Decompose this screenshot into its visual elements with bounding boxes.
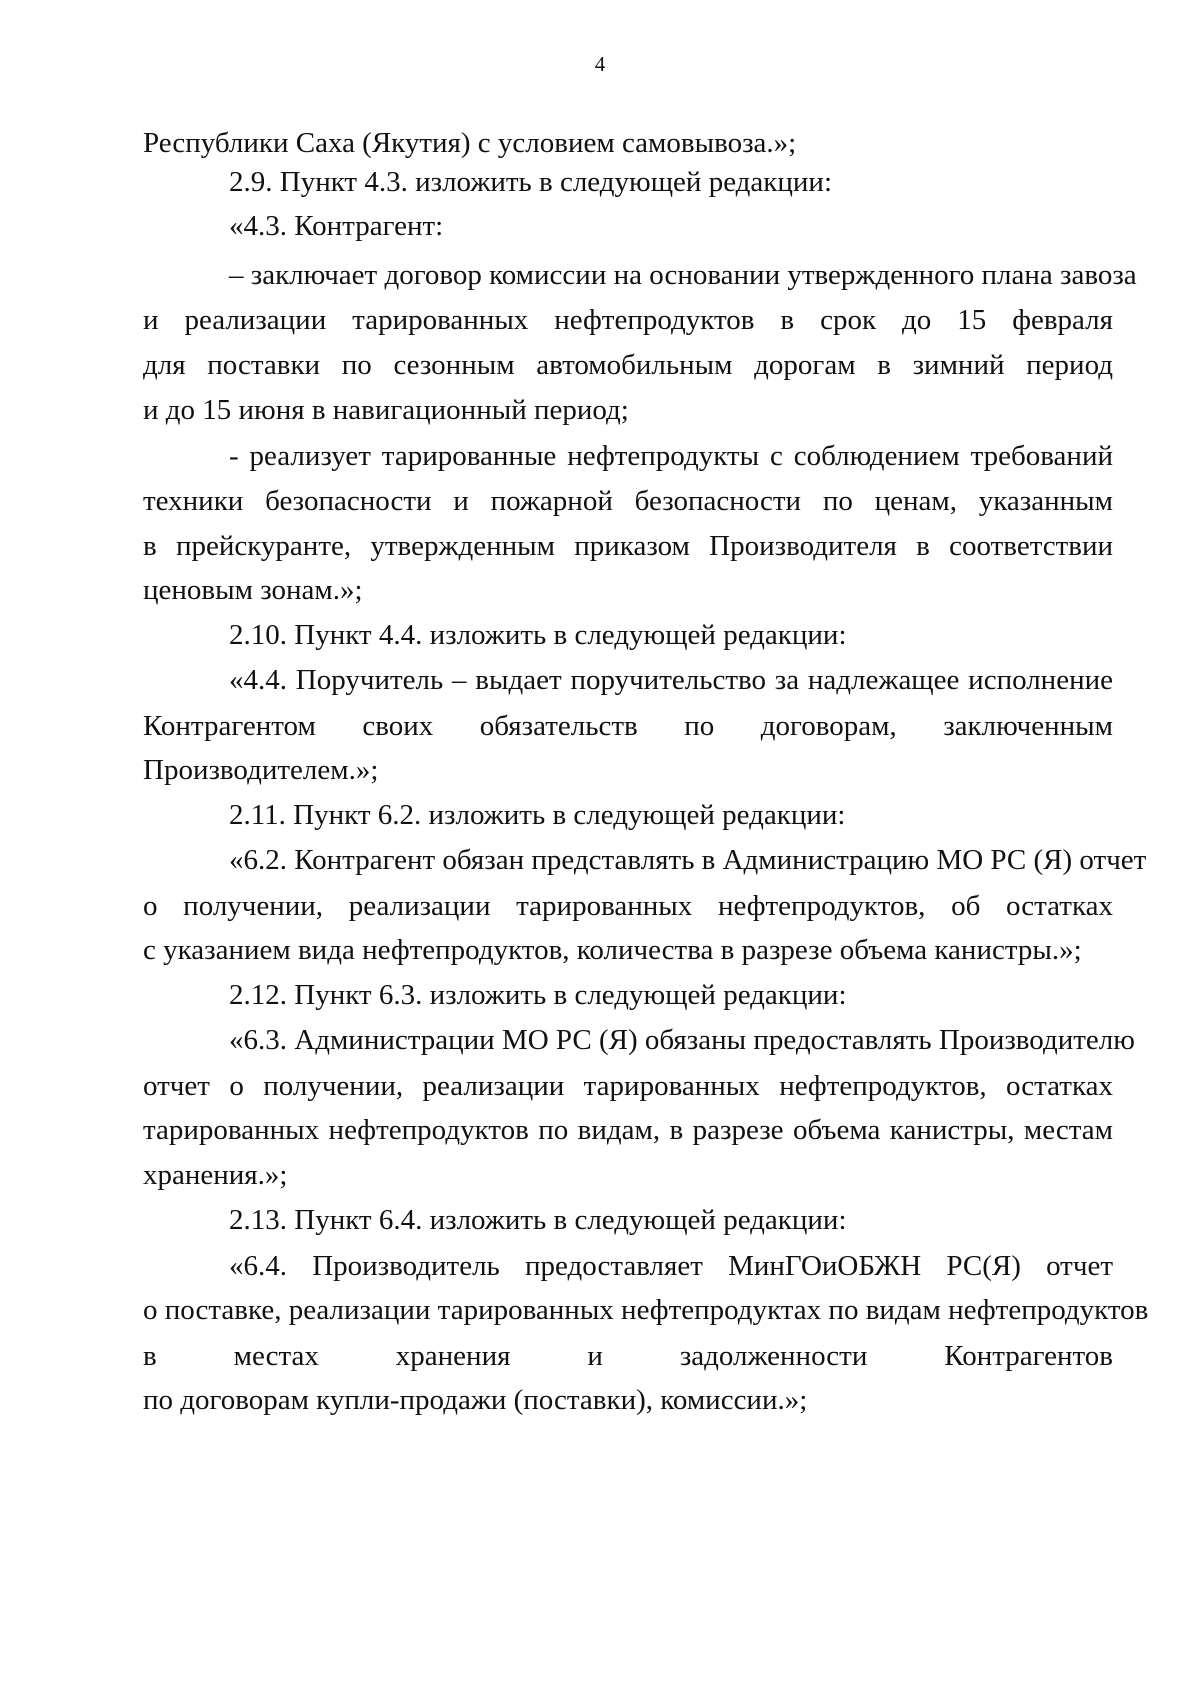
text-line: хранения.»; xyxy=(143,1159,288,1191)
text-line: «4.4. Поручитель – выдает поручительство за надлежащее исполнение xyxy=(229,664,1113,696)
text-line: о поставке, реализации тарированных нефтепродуктах по видам нефтепродуктов xyxy=(143,1294,1149,1326)
text-line: «6.3. Администрации МО РС (Я) обязаны предоставлять Производителю xyxy=(229,1024,1135,1056)
text-line: и реализации тарированных нефтепродуктов в срок до 15 февраля xyxy=(143,304,1113,336)
text-line: – заключает договор комиссии на основании утвержденного плана завоза xyxy=(229,259,1137,291)
text-line: 2.12. Пункт 6.3. изложить в следующей редакции: xyxy=(229,979,847,1011)
text-line: в местах хранения и задолженности Контрагентов xyxy=(143,1340,1113,1372)
text-line: «6.2. Контрагент обязан представлять в Администрацию МО РС (Я) отчет xyxy=(229,844,1147,876)
text-line: «6.4. Производитель предоставляет МинГОиОБЖН РС(Я) отчет xyxy=(229,1250,1113,1282)
text-line: Производителем.»; xyxy=(143,754,379,786)
text-line: 2.9. Пункт 4.3. изложить в следующей редакции: xyxy=(229,166,833,198)
text-line: тарированных нефтепродуктов по видам, в разрезе объема канистры, местам xyxy=(143,1114,1113,1146)
text-line: 2.11. Пункт 6.2. изложить в следующей редакции: xyxy=(229,799,846,831)
text-line: для поставки по сезонным автомобильным дорогам в зимний период xyxy=(143,349,1113,381)
text-line: и до 15 июня в навигационный период; xyxy=(143,394,629,426)
text-line: о получении, реализации тарированных нефтепродуктов, об остатках xyxy=(143,890,1113,922)
text-line: техники безопасности и пожарной безопасности по ценам, указанным xyxy=(143,485,1113,517)
text-line: 2.10. Пункт 4.4. изложить в следующей редакции: xyxy=(229,619,847,651)
text-line: «4.3. Контрагент: xyxy=(229,210,444,242)
text-line: - реализует тарированные нефтепродукты с соблюдением требований xyxy=(229,440,1113,472)
text-line: отчет о получении, реализации тарированных нефтепродуктов, остатках xyxy=(143,1070,1113,1102)
page-number: 4 xyxy=(594,52,606,76)
text-line: Контрагентом своих обязательств по договорам, заключенным xyxy=(143,710,1113,742)
text-line: Республики Саха (Якутия) с условием самовывоза.»; xyxy=(143,127,797,159)
text-line: по договорам купли-продажи (поставки), комиссии.»; xyxy=(143,1384,808,1416)
text-line: с указанием вида нефтепродуктов, количества в разрезе объема канистры.»; xyxy=(143,934,1082,966)
text-line: в прейскуранте, утвержденным приказом Производителя в соответствии xyxy=(143,530,1113,562)
text-line: 2.13. Пункт 6.4. изложить в следующей редакции: xyxy=(229,1204,847,1236)
text-line: ценовым зонам.»; xyxy=(143,574,363,606)
